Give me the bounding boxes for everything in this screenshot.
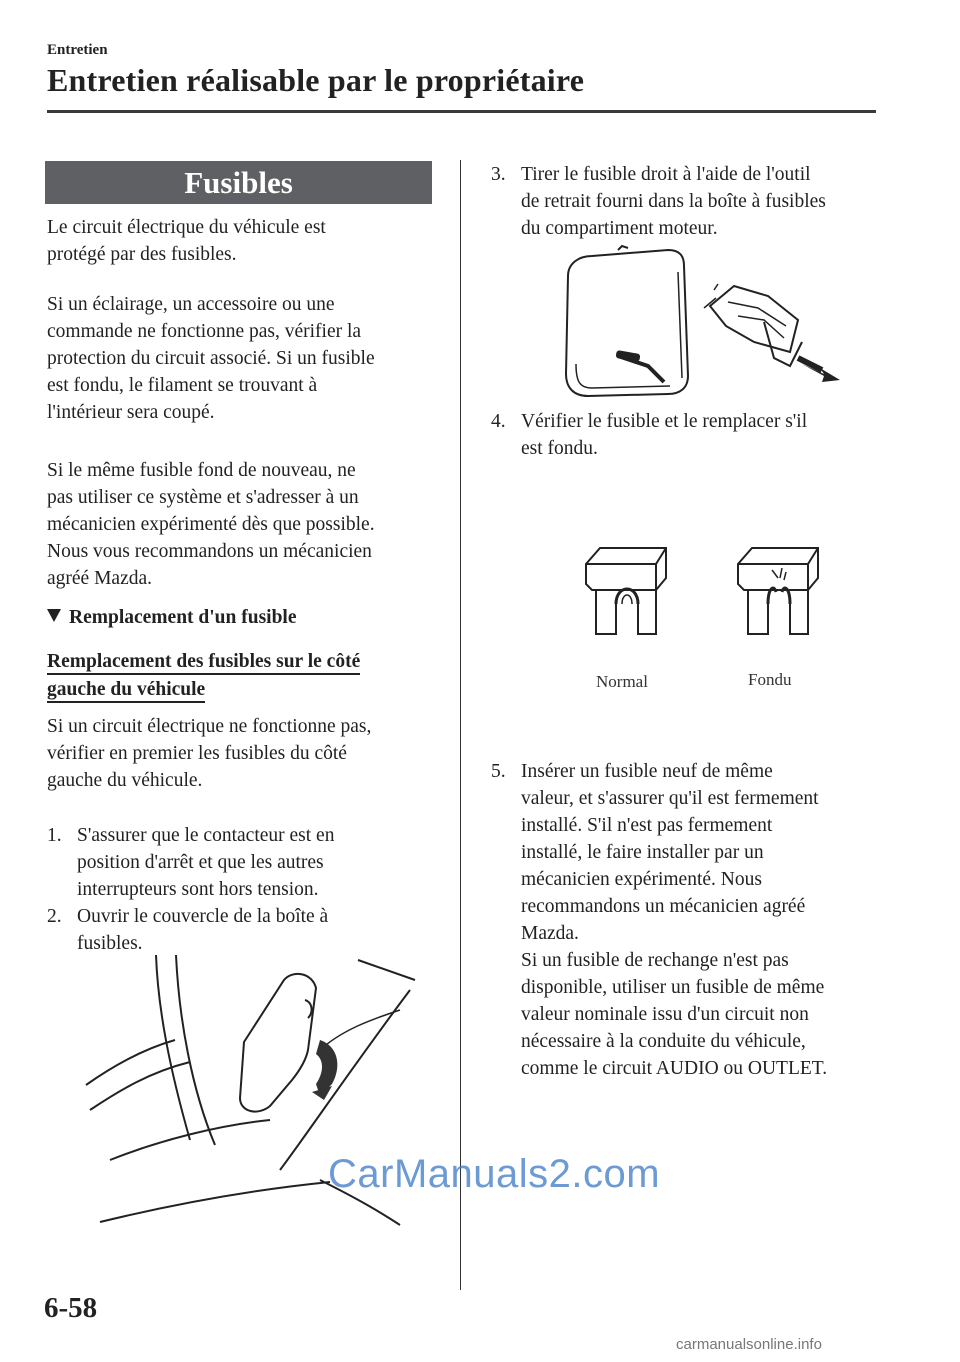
watermark-logo: CarManuals2.com bbox=[328, 1152, 661, 1196]
text-line: Mazda. bbox=[521, 923, 579, 944]
sub-subheading bbox=[47, 648, 407, 704]
text-line: Vérifier le fusible et le remplacer s'il bbox=[521, 411, 808, 432]
text-line: du compartiment moteur. bbox=[521, 218, 718, 239]
text-line: Insérer un fusible neuf de même bbox=[521, 761, 773, 782]
column-divider bbox=[460, 160, 461, 1290]
text-line: est fondu, le filament se trouvant à bbox=[47, 375, 318, 396]
watermark-site: carmanualsonline.info bbox=[676, 1336, 822, 1353]
text-line: Si un éclairage, un accessoire ou une bbox=[47, 294, 335, 315]
text-line: installé. S'il n'est pas fermement bbox=[521, 815, 773, 836]
page-number: 6-58 bbox=[44, 1292, 98, 1324]
normal-fuse-icon bbox=[582, 544, 672, 640]
section-banner: Fusibles bbox=[45, 161, 432, 204]
text-line: Remplacement des fusibles sur le côté bbox=[47, 651, 360, 675]
text-line: position d'arrêt et que les autres bbox=[77, 852, 324, 873]
text-line: S'assurer que le contacteur est en bbox=[77, 825, 335, 846]
step-2 bbox=[47, 903, 437, 957]
text-line: valeur, et s'assurer qu'il est fermement bbox=[521, 788, 819, 809]
step-number: 2. bbox=[47, 906, 62, 927]
intro-paragraph bbox=[47, 214, 437, 268]
subheading-text: Remplacement d'un fusible bbox=[69, 607, 297, 628]
text-line: protégé par des fusibles. bbox=[47, 244, 237, 265]
step-number: 5. bbox=[491, 761, 506, 782]
text-line: installé, le faire installer par un bbox=[521, 842, 764, 863]
text-line: Ouvrir le couvercle de la boîte à bbox=[77, 906, 329, 927]
text-line: commande ne fonctionne pas, vérifier la bbox=[47, 321, 362, 342]
text-line: gauche du véhicule bbox=[47, 679, 205, 703]
text-line: Si un fusible de rechange n'est pas bbox=[521, 950, 789, 971]
text-line: nécessaire à la conduite du véhicule, bbox=[521, 1031, 806, 1052]
step-4 bbox=[491, 408, 891, 462]
text-line: Si un circuit électrique ne fonctionne pas, bbox=[47, 716, 372, 737]
triangle-bullet-icon bbox=[47, 609, 61, 622]
fuse-normal-label: Normal bbox=[596, 672, 648, 691]
text-line: Tirer le fusible droit à l'aide de l'outil bbox=[521, 164, 811, 185]
fuse-removal-illustration bbox=[558, 246, 858, 406]
subheading bbox=[47, 604, 437, 631]
text-line: protection du circuit associé. Si un fusible bbox=[47, 348, 375, 369]
text-line: mécanicien expérimenté dès que possible. bbox=[47, 514, 375, 535]
text-line: Le circuit électrique du véhicule est bbox=[47, 217, 326, 238]
text-line: est fondu. bbox=[521, 438, 598, 459]
text-line: l'intérieur sera coupé. bbox=[47, 402, 215, 423]
text-line: interrupteurs sont hors tension. bbox=[77, 879, 319, 900]
fuse-blown-label: Fondu bbox=[748, 670, 792, 689]
text-line: de retrait fourni dans la boîte à fusibles bbox=[521, 191, 826, 212]
section-label: Entretien bbox=[47, 42, 108, 58]
text-line: Si le même fusible fond de nouveau, ne bbox=[47, 460, 356, 481]
blown-fuse-icon bbox=[734, 544, 824, 640]
text-line: valeur nominale issu d'un circuit non bbox=[521, 1004, 809, 1025]
step-5 bbox=[491, 758, 891, 1082]
step-number: 4. bbox=[491, 411, 506, 432]
text-line: vérifier en premier les fusibles du côté bbox=[47, 743, 347, 764]
page-title: Entretien réalisable par le propriétaire bbox=[47, 62, 585, 98]
text-line: gauche du véhicule. bbox=[47, 770, 203, 791]
step-number: 3. bbox=[491, 164, 506, 185]
text-line: comme le circuit AUDIO ou OUTLET. bbox=[521, 1058, 828, 1079]
step-3 bbox=[491, 161, 891, 242]
warning-paragraph bbox=[47, 457, 437, 592]
step-number: 1. bbox=[47, 825, 62, 846]
text-line: fusibles. bbox=[77, 933, 143, 954]
step-1 bbox=[47, 822, 437, 903]
text-line: pas utiliser ce système et s'adresser à un bbox=[47, 487, 359, 508]
header-divider bbox=[47, 110, 876, 113]
first-check-paragraph bbox=[47, 713, 437, 794]
text-line: recommandons un mécanicien agréé bbox=[521, 896, 806, 917]
text-line: Nous vous recommandons un mécanicien bbox=[47, 541, 372, 562]
text-line: mécanicien expérimenté. Nous bbox=[521, 869, 762, 890]
check-paragraph bbox=[47, 291, 437, 426]
text-line: disponible, utiliser un fusible de même bbox=[521, 977, 825, 998]
text-line: agréé Mazda. bbox=[47, 568, 153, 589]
